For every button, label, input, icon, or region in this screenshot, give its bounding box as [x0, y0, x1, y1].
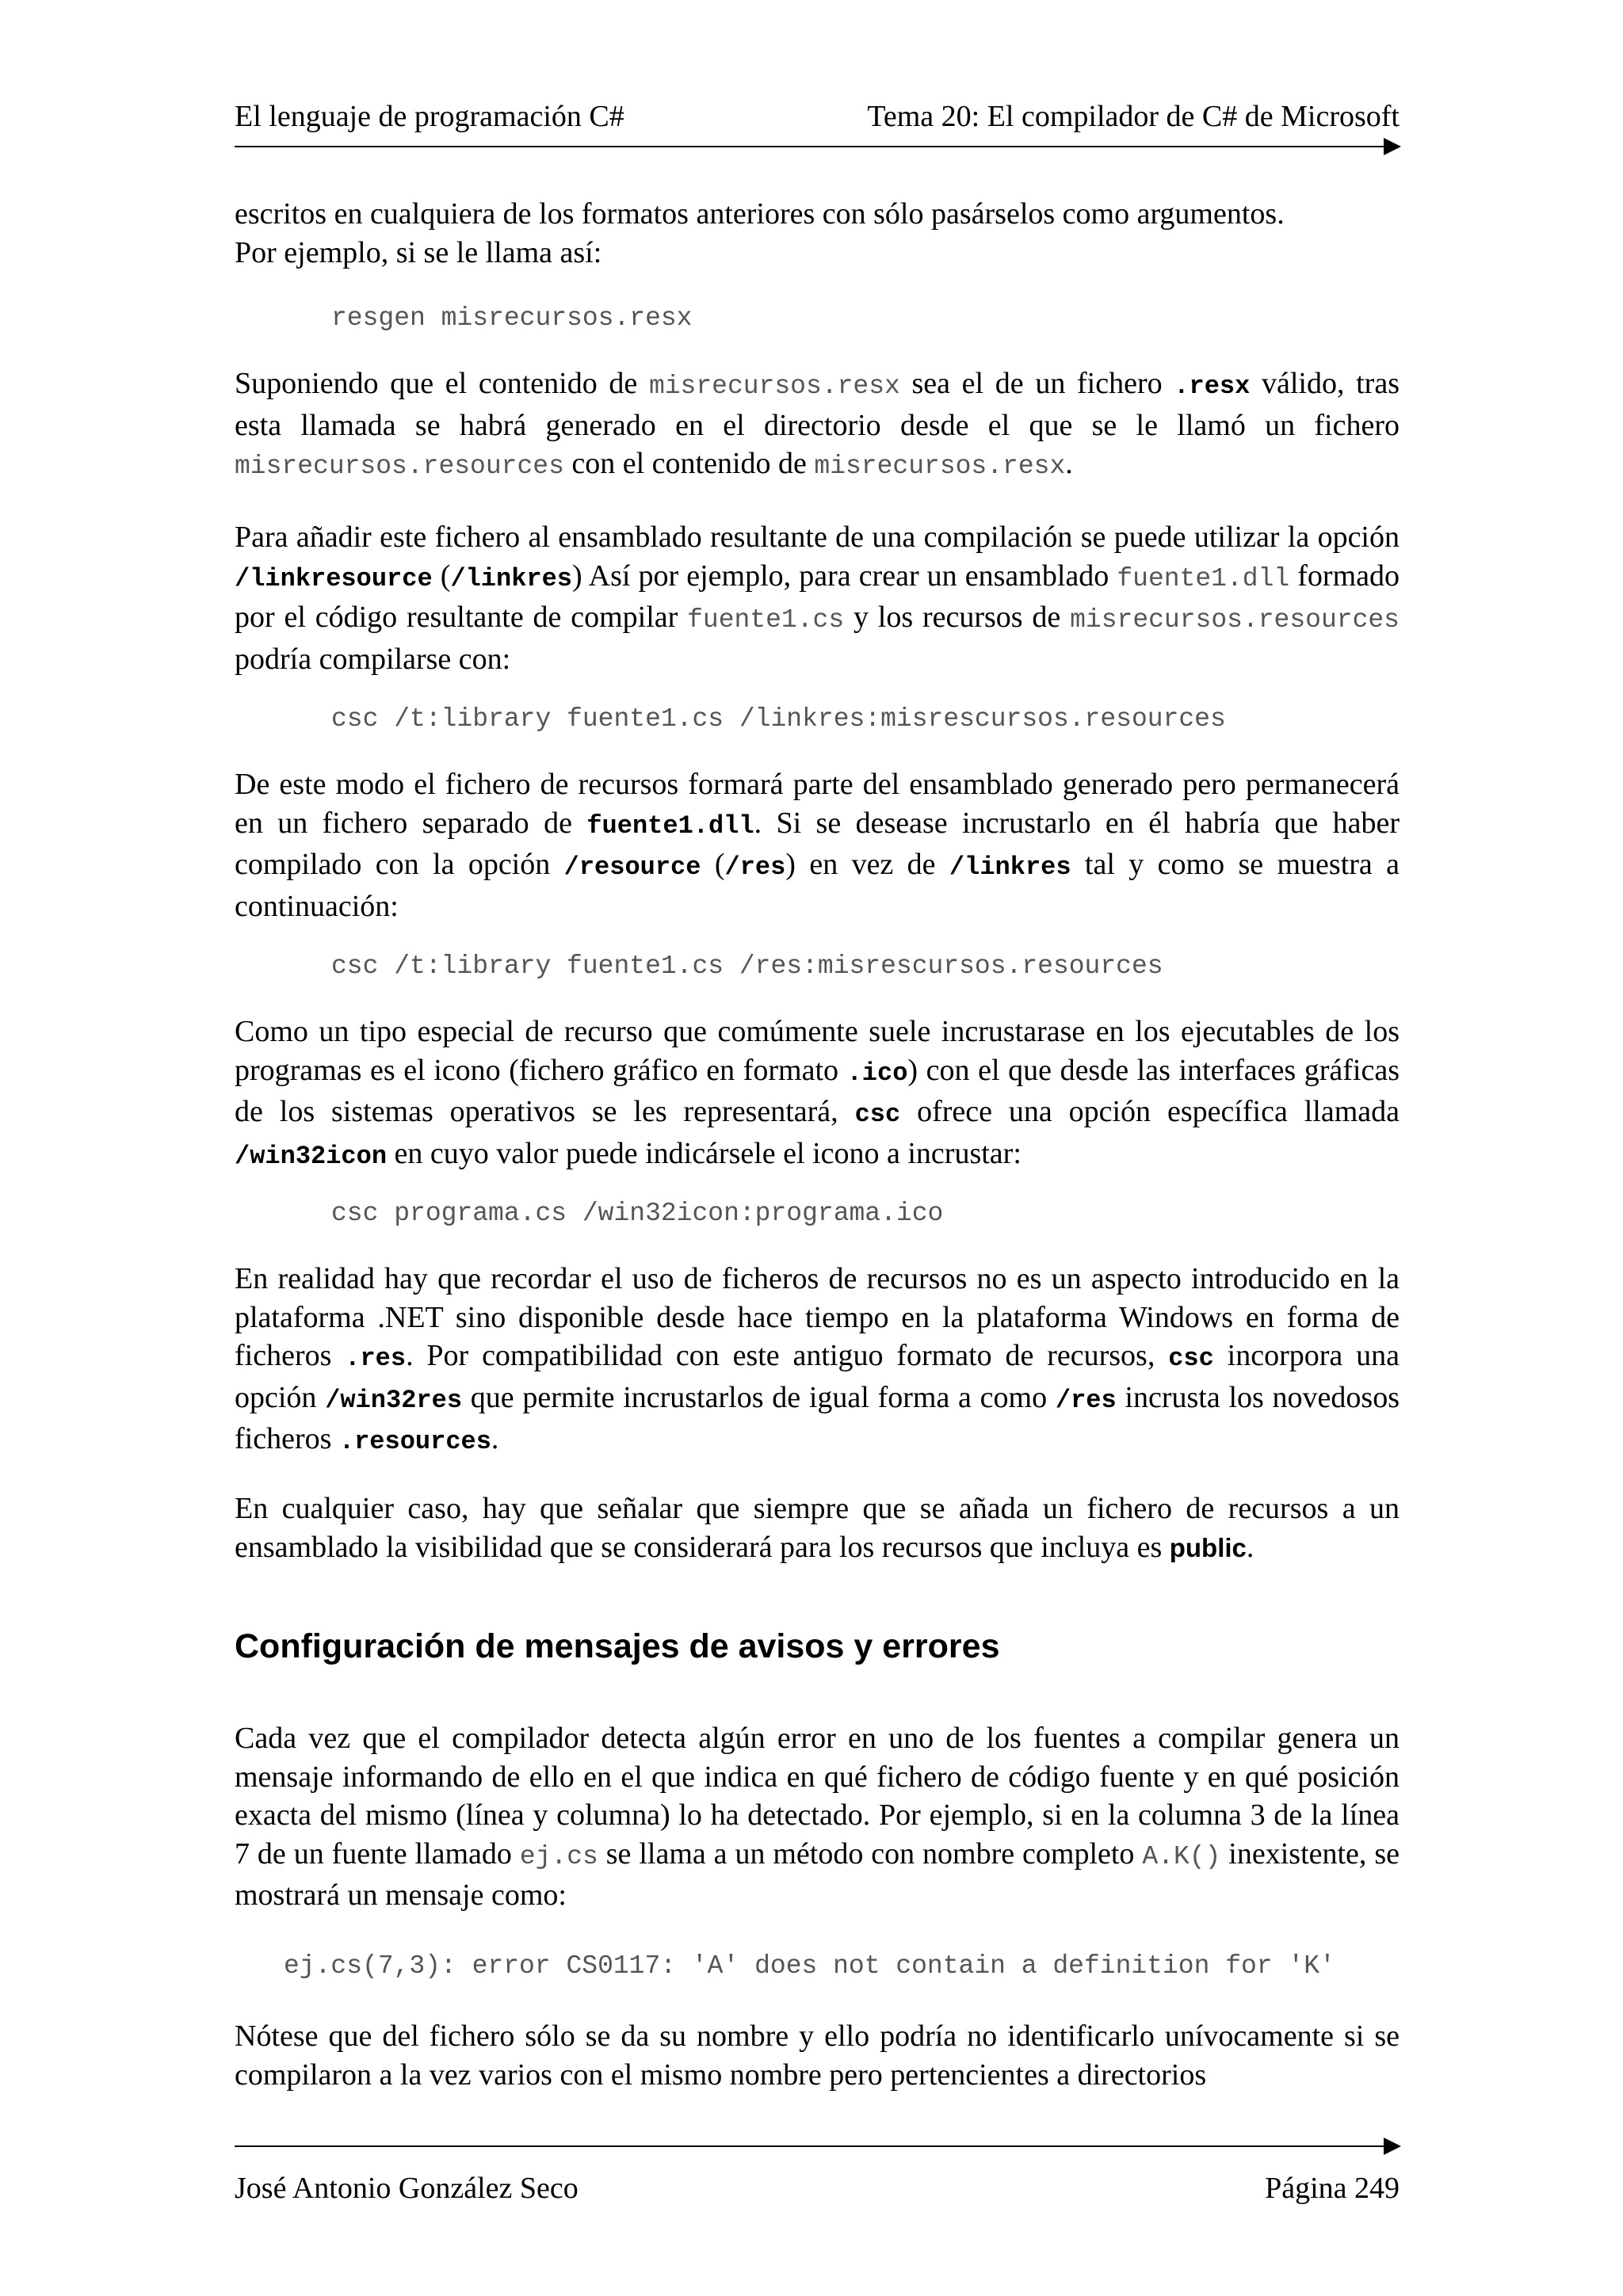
header-book-title: El lenguaje de programación C#	[235, 100, 624, 133]
page-header	[235, 97, 1400, 145]
footer-page-number: Página 249	[1265, 2172, 1400, 2205]
code-resgen: resgen misrecursos.resx	[331, 303, 693, 333]
code-linkres: csc /t:library fuente1.cs /linkres:misrescursos.resources	[331, 704, 1226, 734]
code-error-message: ej.cs(7,3): error CS0117: 'A' does not contain a definition for 'K'	[284, 1951, 1335, 1981]
document-page	[235, 0, 1400, 2296]
code-res: csc /t:library fuente1.cs /res:misrescursos.resources	[331, 952, 1163, 981]
footer-author: José Antonio González Seco	[235, 2172, 579, 2205]
paragraph-9: Nótese que del fichero sólo se da su nombre y ello podría no identificarlo unívocamente si se compilaron a la vez varios con el mismo nombre pero pertencientes a directorios	[235, 2019, 1400, 2092]
code-win32icon: csc programa.cs /win32icon:programa.ico	[331, 1199, 944, 1228]
footer-arrow-icon	[1384, 2138, 1401, 2155]
section-heading: Configuración de mensajes de avisos y errores	[235, 1627, 1000, 1665]
paragraph-3: Para añadir este fichero al ensamblado resultante de una compilación se puede utilizar la opción /linkresource (/linkres) Así por ejemplo, para crear un ensamblado fuente1.dll formado por el código resultante de compilar fuente1.cs y los recursos de misrecursos.resources podría compilarse con:	[235, 521, 1400, 676]
page-footer	[235, 2169, 1400, 2217]
paragraph-6: En realidad hay que recordar el uso de ficheros de recursos no es un aspecto introducido en la plataforma .NET sino disponible desde hace tiempo en la plataforma Windows en forma de ficheros .res. Por compatibilidad con este antiguo formato de recursos, csc incorpora una opción /win32res que permite incrustarlos de igual forma a como /res incrusta los novedosos ficheros .resources.	[235, 1262, 1400, 1456]
header-rule	[235, 146, 1385, 147]
paragraph-7: En cualquier caso, hay que señalar que siempre que se añada un fichero de recursos a un ensamblado la visibilidad que se considerará para los recursos que incluya es public.	[235, 1492, 1400, 1564]
paragraph-2: Suponiendo que el contenido de misrecursos.resx sea el de un fichero .resx válido, tras esta llamada se habrá generado en el directorio desde el que se le llamó un fichero misrecursos.resources con el contenido de misrecursos.resx.	[235, 367, 1400, 481]
header-chapter-title: Tema 20: El compilador de C# de Microsoft	[867, 100, 1400, 133]
paragraph-4: De este modo el fichero de recursos formará parte del ensamblado generado pero permanecerá en un fichero separado de fuente1.dll. Si se desease incrustarlo en él habría que haber compilado con la opción /resource (/res) en vez de /linkres tal y como se muestra a continuación:	[235, 768, 1400, 923]
header-arrow-icon	[1384, 138, 1401, 155]
paragraph-8: Cada vez que el compilador detecta algún error en uno de los fuentes a compilar genera un mensaje informando de ello en el que indica en qué fichero de código fuente y en qué posición exacta del mismo (línea y columna) lo ha detectado. Por ejemplo, si en la columna 3 de la línea 7 de un fuente llamado ej.cs se llama a un método con nombre completo A.K() inexistente, se mostrará un mensaje como:	[235, 1722, 1400, 1912]
paragraph-1: escritos en cualquiera de los formatos anteriores con sólo pasárselos como argumentos. Por ejemplo, si se le llama así:	[235, 197, 1285, 269]
paragraph-5: Como un tipo especial de recurso que comúmente suele incrustarase en los ejecutables de los programas es el icono (fichero gráfico en formato .ico) con el que desde las interfaces gráficas de los sistemas operativos se les representará, csc ofrece una opción específica llamada /win32icon en cuyo valor puede indicársele el icono a incrustar:	[235, 1015, 1400, 1171]
footer-rule	[235, 2145, 1385, 2147]
